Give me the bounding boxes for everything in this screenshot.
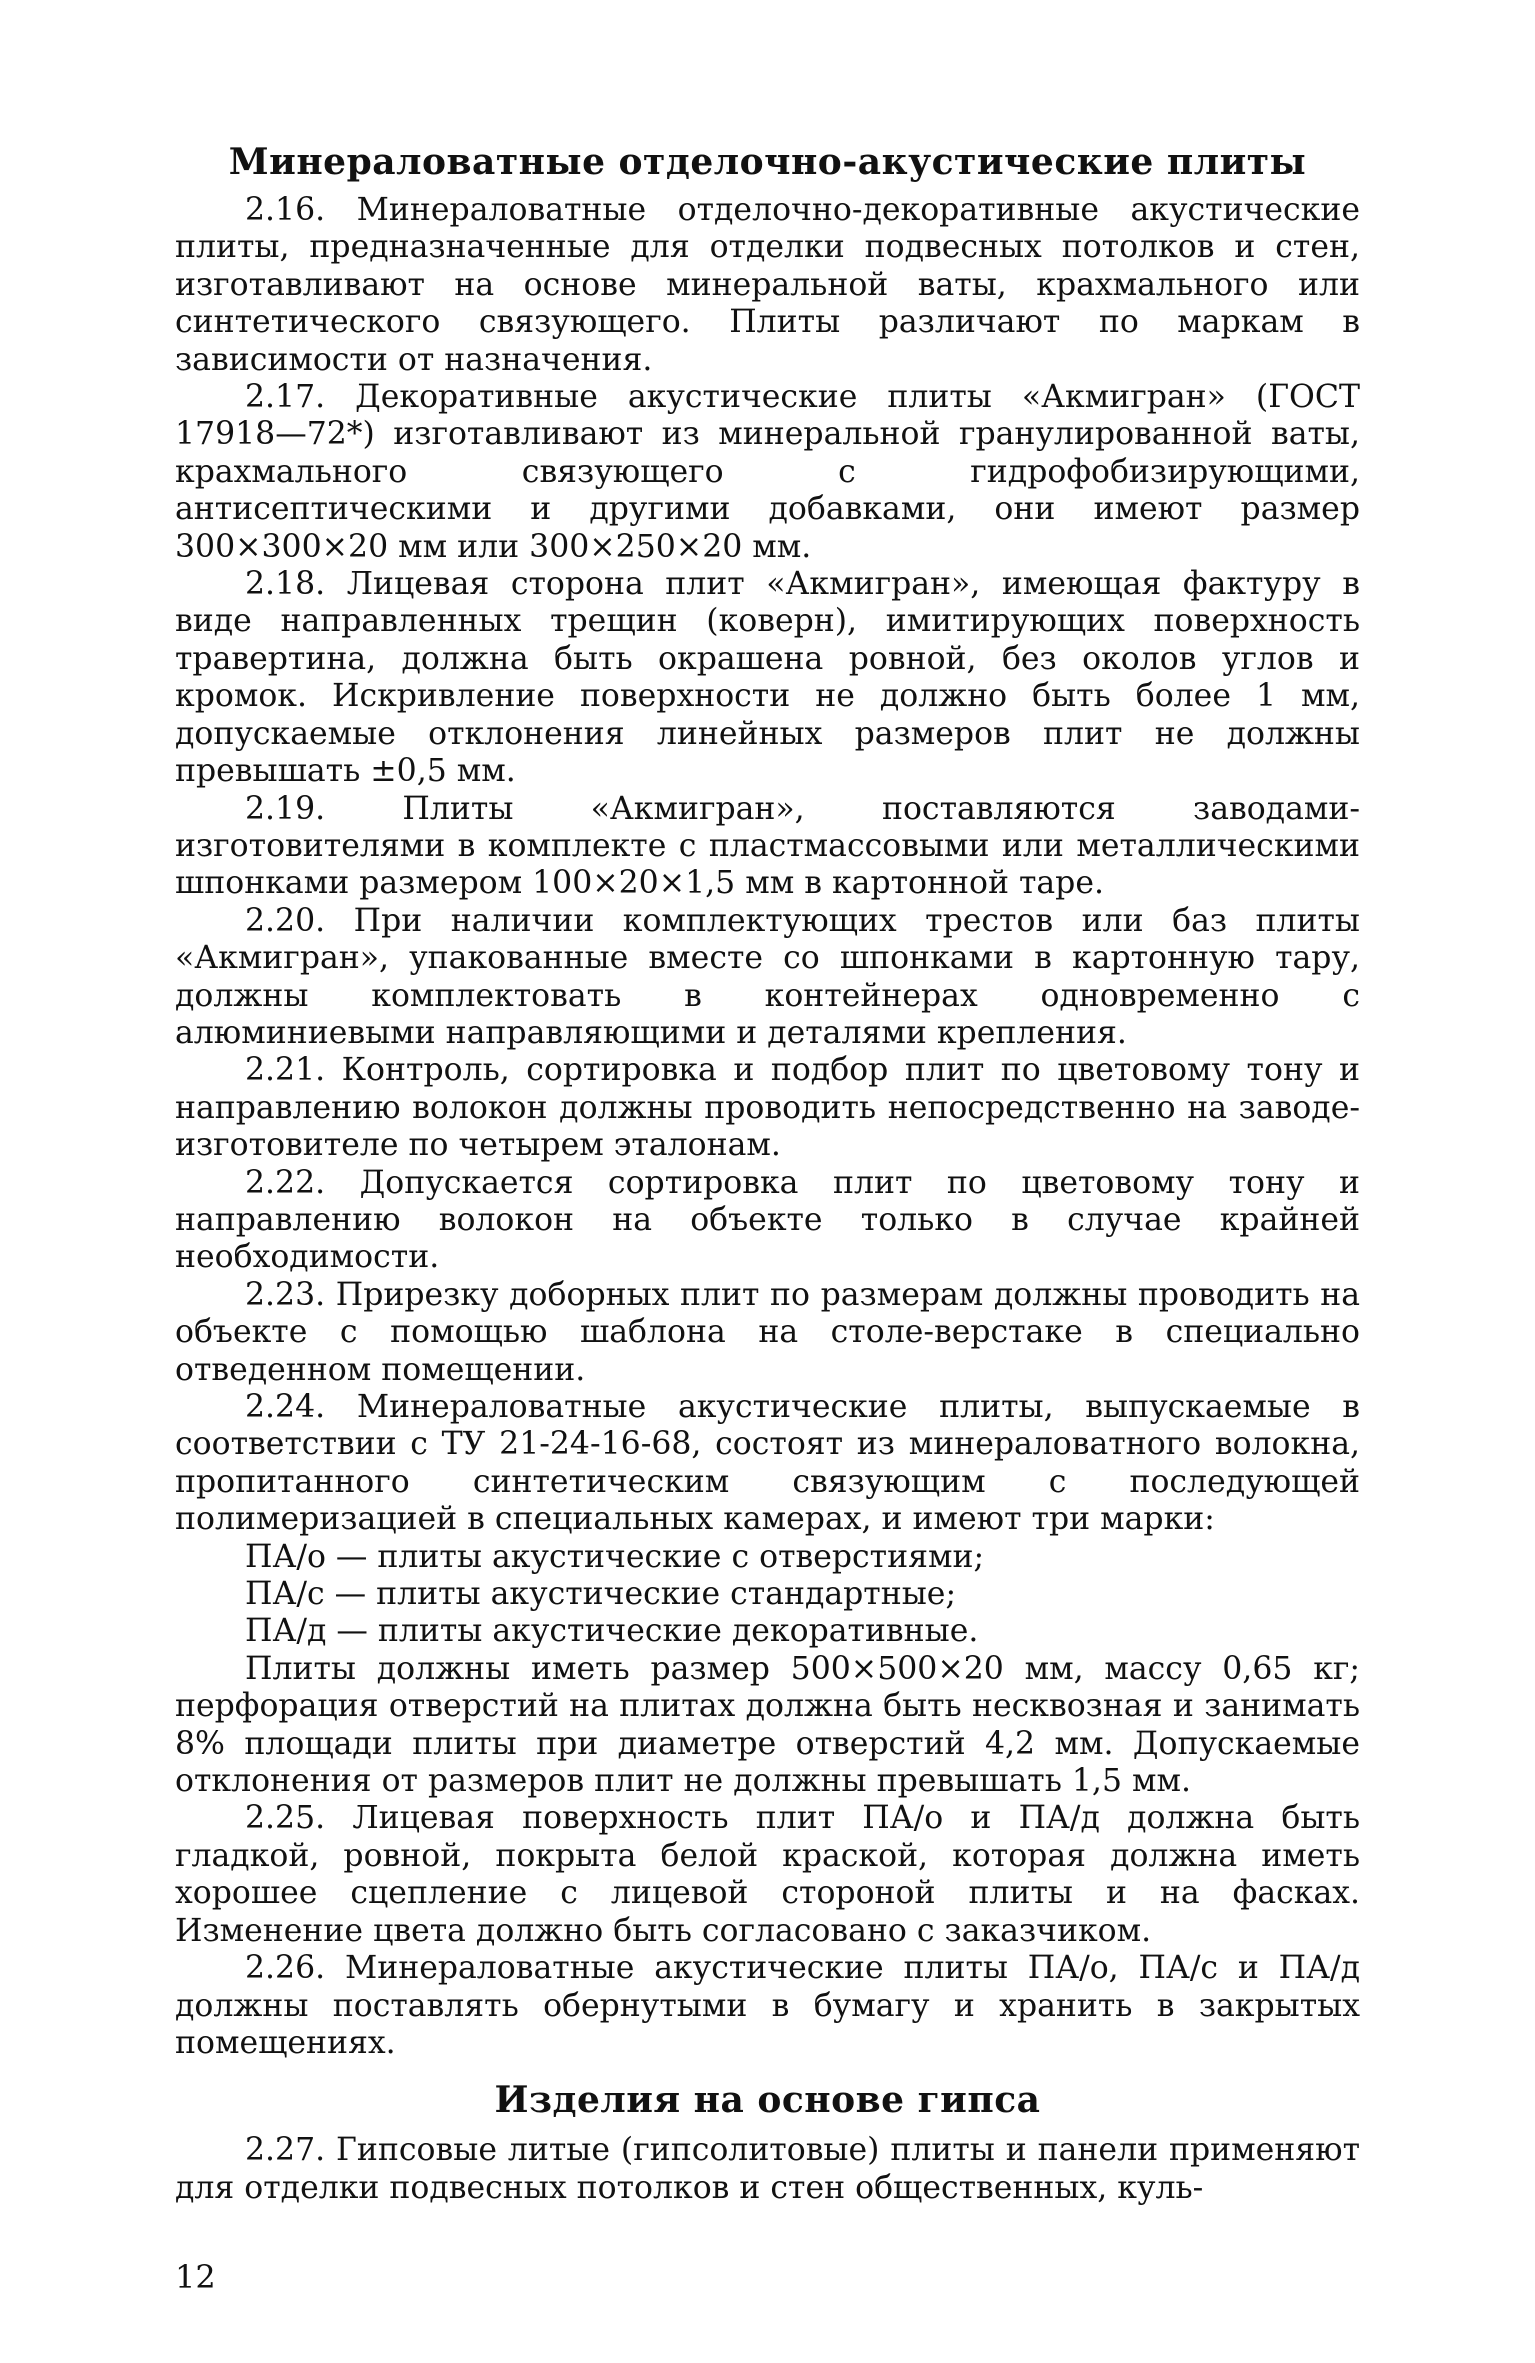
page-body — [175, 140, 1360, 2207]
paragraph-2-20: 2.20. При наличии комплектующих трестов или баз плиты «Акмигран», упакованные вместе со шпонками в картонную тару, должны комплектовать в контейнерах одновременно с алюминиевыми направляющими и деталями крепления. — [175, 902, 1360, 1051]
paragraph-2-18: 2.18. Лицевая сторона плит «Акмигран», имеющая фактуру в виде направленных трещин (коверн), имитирующих поверхность травертина, должна быть окрашена ровной, без околов углов и кромок. Искривление поверхности не должно быть более 1 мм, допускаемые отклонения линейных размеров плит не должны превышать ±0,5 мм. — [175, 566, 1360, 790]
paragraph-2-24: 2.24. Минераловатные акустические плиты, выпускаемые в соответствии с ТУ 21-24-16-68, состоят из минераловатного волокна, пропитанного синтетическим связующим с последующей полимеризацией в специальных камерах, и имеют три марки: — [175, 1389, 1360, 1538]
paragraph-2-19: 2.19. Плиты «Акмигран», поставляются заводами-изготовителями в комплекте с пластмассовыми или металлическими шпонками размером 100×20×1,5 мм в картонной таре. — [175, 790, 1360, 902]
paragraph-2-22: 2.22. Допускается сортировка плит по цветовому тону и направлению волокон на объекте только в случае крайней необходимости. — [175, 1164, 1360, 1276]
paragraph-2-25: 2.25. Лицевая поверхность плит ПА/о и ПА/д должна быть гладкой, ровной, покрыта белой краской, которая должна иметь хорошее сцепление с лицевой стороной плиты и на фасках. Изменение цвета должно быть согласовано с заказчиком. — [175, 1800, 1360, 1949]
paragraph-2-23: 2.23. Прирезку доборных плит по размерам должны проводить на объекте с помощью шаблона на столе-верстаке в специально отведенном помещении. — [175, 1276, 1360, 1388]
section-title-mineral-plates: Минераловатные отделочно-акустические плиты — [228, 141, 1307, 183]
paragraph-2-17: 2.17. Декоративные акустические плиты «Акмигран» (ГОСТ 17918—72*) изготавливают из минеральной гранулированной ваты, крахмального связующего с гидрофобизирующими, антисептическими и другими добавками, они имеют размер 300×300×20 мм или 300×250×20 мм. — [175, 379, 1360, 565]
mark-pa-d: ПА/д — плиты акустические декоративные. — [245, 1613, 979, 1650]
paragraph-plate-size: Плиты должны иметь размер 500×500×20 мм, массу 0,65 кг; перфорация отверстий на плитах должна быть несквозная и занимать 8% площади плиты при диаметре отверстий 4,2 мм. Допускаемые отклонения от размеров плит не должны превышать 1,5 мм. — [175, 1650, 1360, 1800]
page-number: 12 — [175, 2258, 216, 2296]
section-title-gypsum: Изделия на основе гипса — [494, 2079, 1041, 2122]
paragraph-2-27: 2.27. Гипсовые литые (гипсолитовые) плиты и панели применяют для отделки подвесных потолков и стен общественных, куль- — [175, 2132, 1360, 2206]
mark-pa-o: ПА/о — плиты акустические с отверстиями; — [245, 1538, 985, 1575]
mark-pa-s: ПА/с — плиты акустические стандартные; — [245, 1576, 957, 1613]
paragraph-2-26: 2.26. Минераловатные акустические плиты ПА/о, ПА/с и ПА/д должны поставлять обернутыми в бумагу и хранить в закрытых помещениях. — [175, 1950, 1360, 2061]
paragraph-2-16: 2.16. Минераловатные отделочно-декоративные акустические плиты, предназначенные для отделки подвесных потолков и стен, изготавливают на основе минеральной ваты, крахмального или синтетического связующего. Плиты различают по маркам в зависимости от назначения. — [175, 192, 1360, 378]
paragraph-2-21: 2.21. Контроль, сортировка и подбор плит по цветовому тону и направлению волокон должны проводить непосредственно на заводе-изготовителе по четырем эталонам. — [175, 1052, 1360, 1164]
